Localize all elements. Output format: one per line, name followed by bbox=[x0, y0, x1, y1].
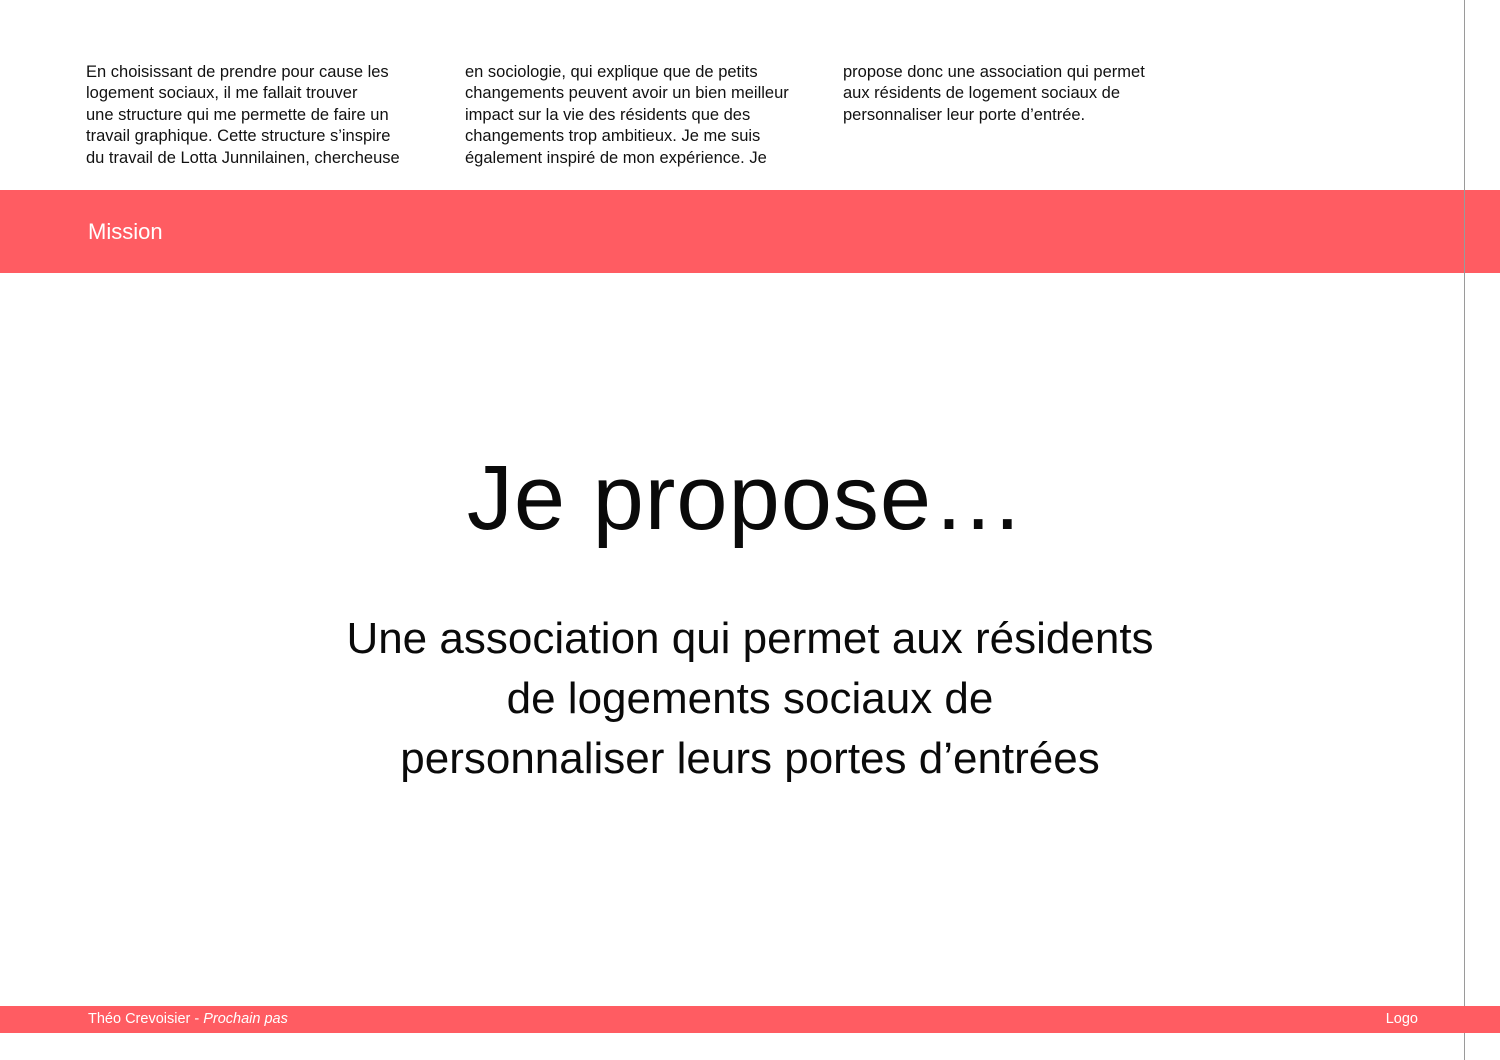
margin-rule bbox=[1464, 0, 1465, 1060]
footer-subtitle: Prochain pas bbox=[203, 1011, 288, 1027]
intro-line: personnaliser leur porte d’entrée. bbox=[843, 105, 1086, 124]
subheadline-line: personnaliser leurs portes d’entrées bbox=[400, 734, 1100, 783]
footer-logo-label: Logo bbox=[1385, 1011, 1418, 1027]
intro-line: en sociologie, qui explique que de petits bbox=[465, 63, 758, 81]
footer-author: Théo Crevoisier bbox=[88, 1011, 191, 1027]
intro-column-3 bbox=[843, 62, 1145, 126]
intro-column-1 bbox=[86, 62, 400, 169]
intro-line: logement sociaux, il me fallait trouver bbox=[86, 84, 358, 103]
intro-column-2 bbox=[465, 62, 789, 169]
section-title: Mission bbox=[88, 219, 163, 244]
headline-text: Je propose… bbox=[466, 447, 1026, 549]
intro-line: aux résidents de logement sociaux de bbox=[843, 84, 1121, 103]
subheadline-line: Une association qui permet aux résidents bbox=[346, 614, 1154, 663]
subheadline-line: de logements sociaux de bbox=[506, 674, 994, 723]
headline bbox=[0, 440, 1500, 556]
intro-line: En choisissant de prendre pour cause les bbox=[86, 63, 389, 81]
subheadline bbox=[0, 609, 1500, 789]
section-band bbox=[0, 190, 1500, 273]
footer-credit bbox=[88, 1010, 288, 1029]
intro-line: une structure qui me permette de faire un bbox=[86, 105, 389, 124]
intro-line: changements trop ambitieux. Je me suis bbox=[465, 127, 761, 146]
intro-line: propose donc une association qui permet bbox=[843, 63, 1145, 81]
intro-line: changements peuvent avoir un bien meilleur bbox=[465, 84, 789, 103]
intro-line: également inspiré de mon expérience. Je bbox=[465, 148, 767, 167]
intro-line: du travail de Lotta Junnilainen, chercheuse bbox=[86, 148, 400, 167]
intro-line: travail graphique. Cette structure s’inspire bbox=[86, 127, 391, 146]
footer-separator: - bbox=[190, 1011, 204, 1027]
intro-line: impact sur la vie des résidents que des bbox=[465, 105, 751, 124]
